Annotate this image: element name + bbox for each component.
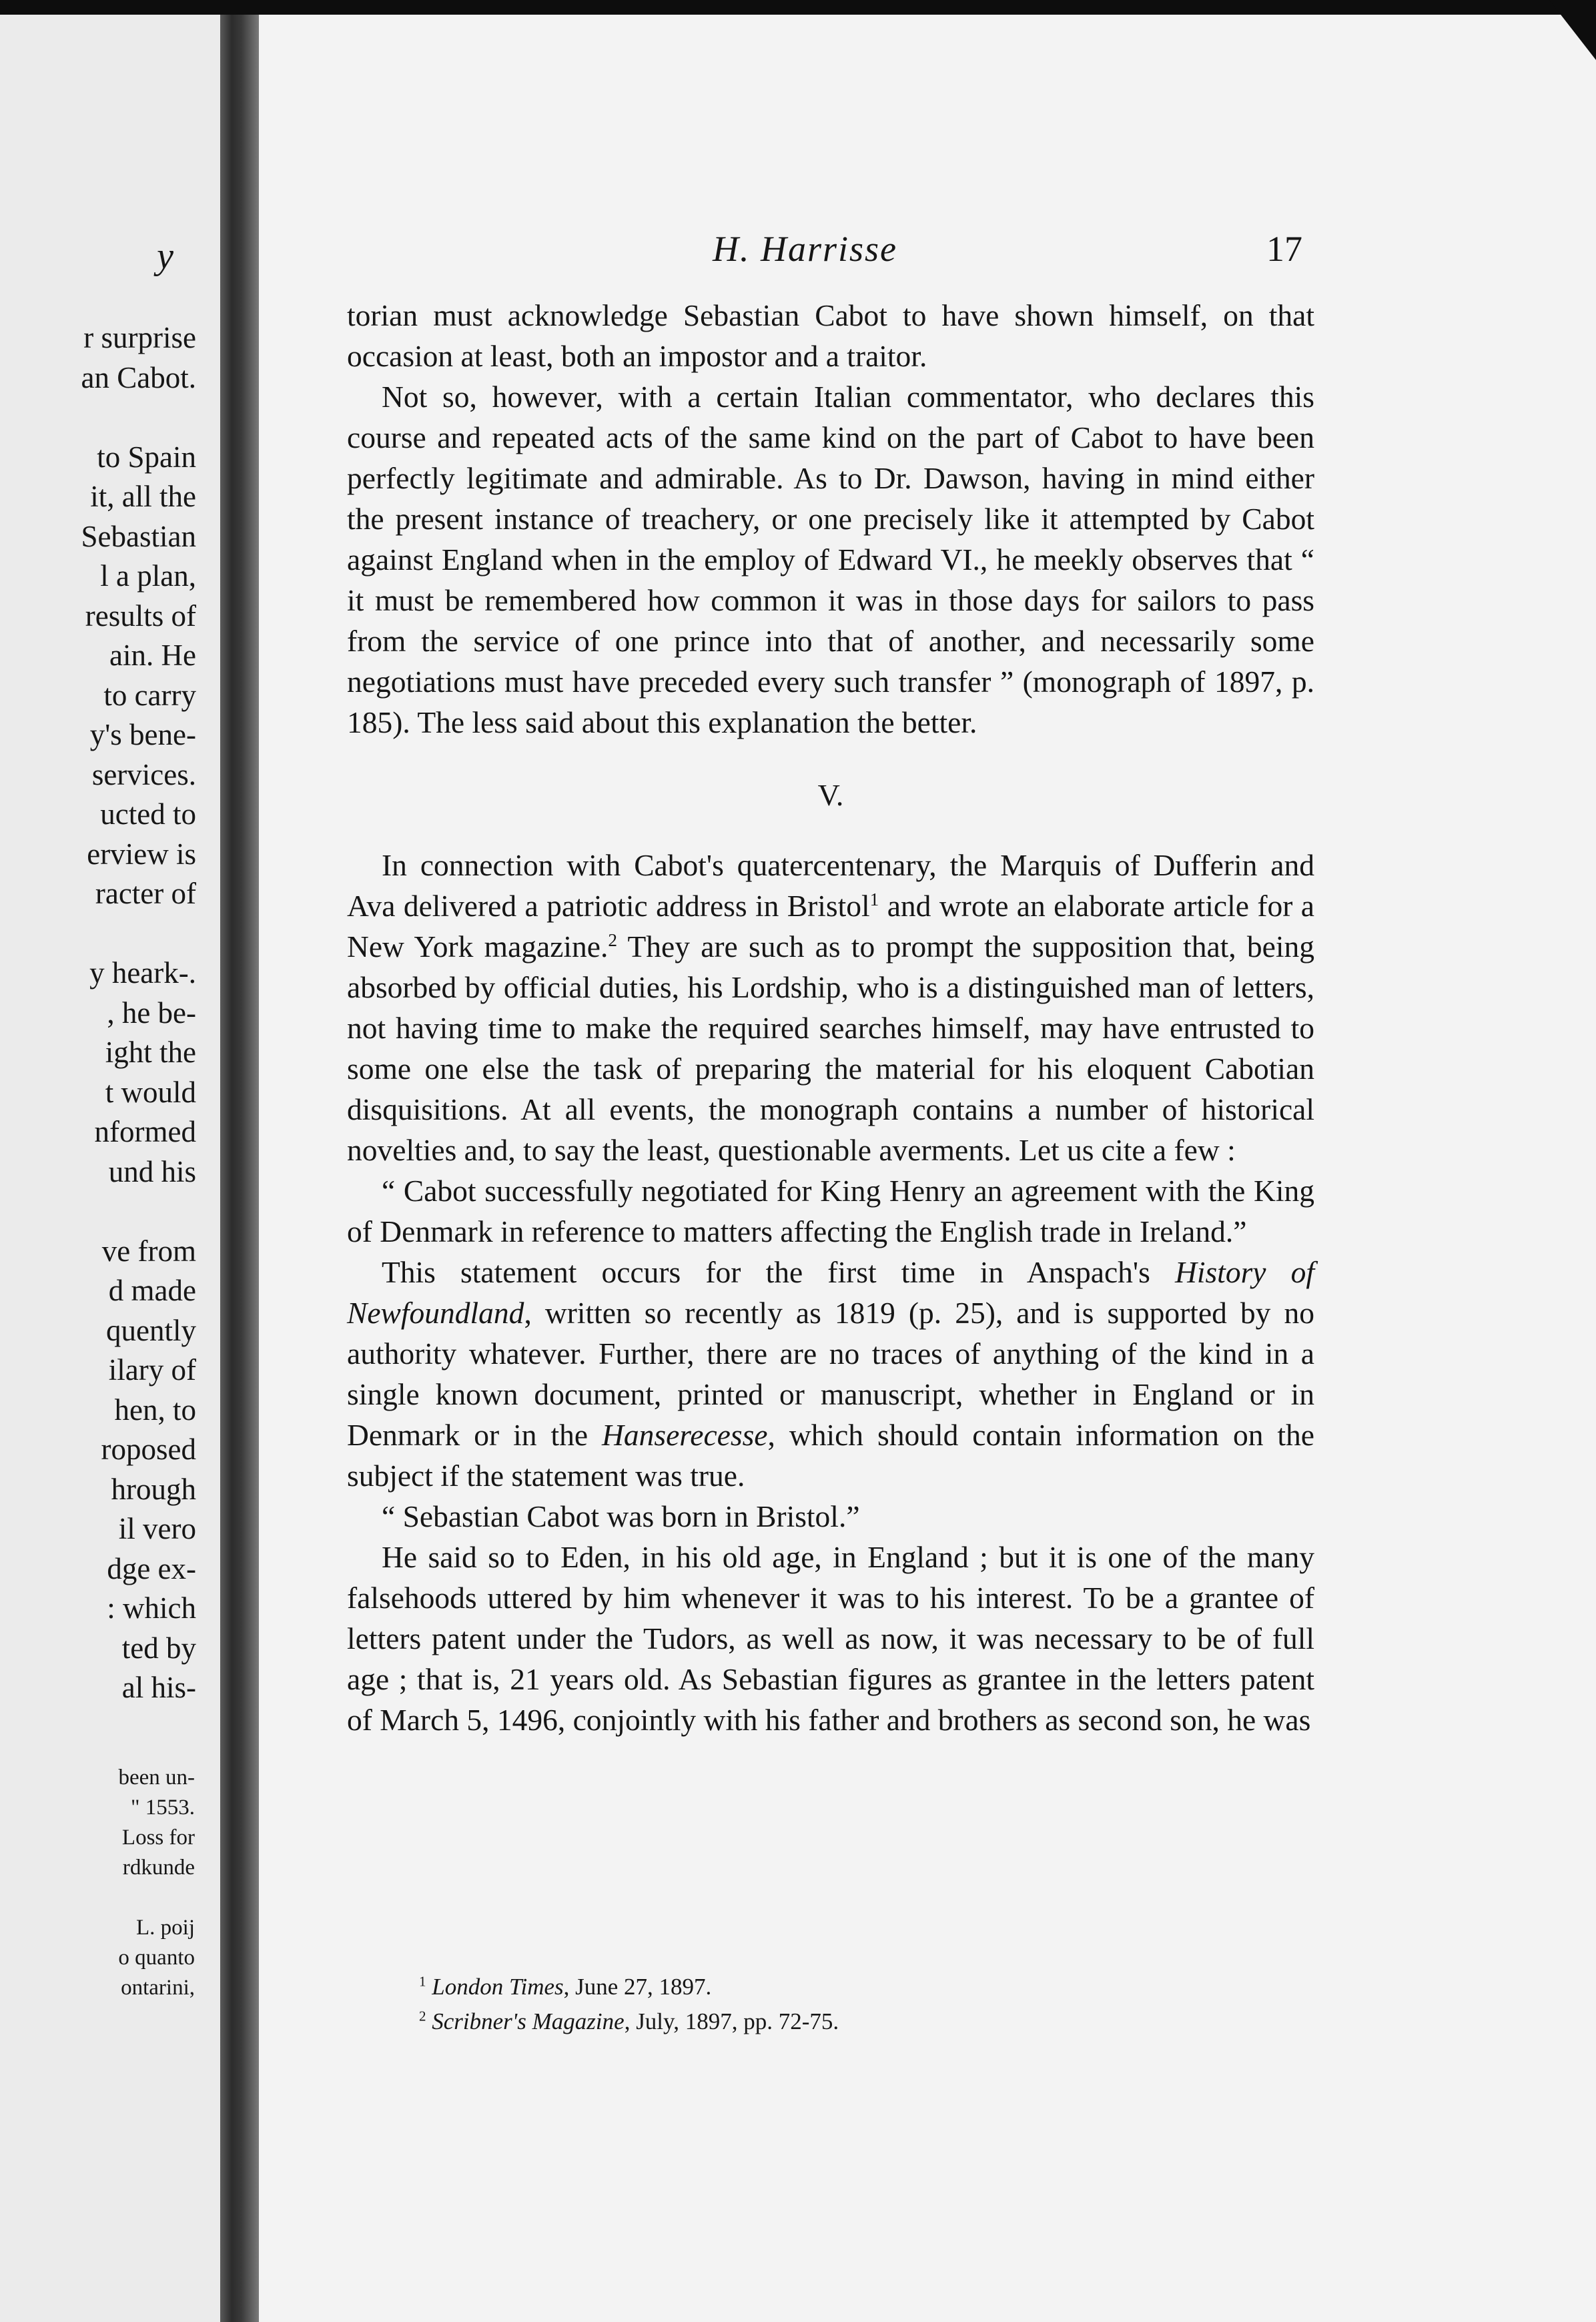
text-line: L. poij xyxy=(136,1916,195,1940)
book-title: History of Newfoundland xyxy=(347,1255,1314,1330)
text-line: quently xyxy=(106,1313,196,1347)
text-line: ontarini, xyxy=(121,1976,195,2000)
paragraph: In connection with Cabot's quatercentenary, the Marquis of Dufferin and Ava delivered a patriotic address in Bristol$^1$ and wrote an elaborate article for a New York magazine.$^2$ They are such as to prompt the supposition that, being absorbed by official duties, his Lordship, who is a distinguished man of letters, not having time to make the required searches himself, may have entrusted to some one else the task of preparing the material for his eloquent Cabotian disquisitions. At all events, the monograph contains a number of historical novelties and, to say the least, questionable averments. Let us cite a few : xyxy=(347,848,1314,1167)
paragraph: torian must acknowledge Sebastian Cabot to have shown himself, on that occasion at least, both an impostor and a traitor. xyxy=(347,298,1314,373)
text-line: results of xyxy=(85,599,196,633)
text-line: y's bene- xyxy=(89,718,196,751)
paragraph: He said so to Eden, in his old age, in England ; but it is one of the many falsehoods uttered by him whenever it was to his interest. To be a grantee of letters patent under the Tudors, as well as now, it was necessary to be of full age ; that is, 21 years old. As Sebastian figures as grantee in the letters patent of March 5, 1496, conjointly with his father and brothers as second son, he was xyxy=(347,1540,1314,1737)
footnotes xyxy=(419,1970,839,2039)
previous-page-text xyxy=(81,318,196,1708)
text-line: ight the xyxy=(105,1036,196,1069)
text-line: hen, to xyxy=(114,1393,196,1427)
text-line: hrough xyxy=(111,1472,196,1506)
text-line: ted by xyxy=(121,1631,196,1665)
text-line xyxy=(81,1192,196,1232)
text-line: d made xyxy=(108,1274,196,1307)
book-title: Hanserecesse xyxy=(602,1418,768,1452)
text-line: , he be- xyxy=(107,996,196,1030)
text-line: dge ex- xyxy=(107,1551,196,1585)
text-line: to carry xyxy=(103,678,196,712)
text-line: und his xyxy=(108,1154,196,1188)
text-line xyxy=(81,398,196,438)
text-line: ve from xyxy=(101,1234,196,1268)
text-line: " 1553. xyxy=(131,1796,195,1820)
text-line: r surprise xyxy=(83,321,196,354)
text-line: il vero xyxy=(118,1512,196,1545)
text-line: Sebastian xyxy=(81,519,196,553)
paragraph: Not so, however, with a certain Italian commentator, who declares this course and repeated acts of the same kind on the part of Cabot to have been perfectly legitimate and admirable. As to Dr. Dawson, having in mind either the present instance of treachery, or one precisely like it attempted by Cabot against England when in the employ of Edward VI., he meekly observes that “ it must be remembered how common it was in those days for sailors to pass from the service of one prince into that of another, and necessarily some negotiations must have preceded every such transfer ” (monograph of 1897, p. 185). The less said about this explanation the better. xyxy=(347,380,1314,739)
text-line: ain. He xyxy=(109,639,196,672)
section-heading: V. xyxy=(817,778,844,812)
text-line: Loss for xyxy=(121,1826,195,1850)
text-line: : which xyxy=(107,1591,196,1625)
paragraph: This statement occurs for the first time in Anspach's History of Newfoundland, written so recently as 1819 (p. 25), and is supported by no authority whatever. Further, there are no traces of anything of the kind in a single known document, printed or manuscript, whether in England or in Denmark or in the Hanserecesse, which should contain information on the subject if the statement was true. xyxy=(347,1255,1314,1493)
text-line: services. xyxy=(91,757,196,791)
text-line: racter of xyxy=(95,877,196,910)
text-line: it, all the xyxy=(90,480,196,513)
text-line: al his- xyxy=(121,1671,196,1704)
text-line: y heark-. xyxy=(89,956,196,990)
page-number: 17 xyxy=(1266,229,1302,269)
text-line: l a plan, xyxy=(100,559,196,593)
text-line: t would xyxy=(105,1075,196,1109)
text-line xyxy=(81,914,196,954)
previous-page-running-head: y xyxy=(157,236,173,277)
footnote: $^1$ London Times, June 27, 1897. xyxy=(419,1973,712,2000)
previous-page-footnotes xyxy=(118,1763,195,2003)
body-text xyxy=(347,295,1314,1740)
text-line: to Spain xyxy=(97,440,196,474)
text-line: ucted to xyxy=(100,797,196,831)
running-head: H. Harrisse xyxy=(713,229,898,269)
text-line: roposed xyxy=(101,1433,196,1466)
footnote-ref: 1 xyxy=(869,889,879,909)
footnote: $^2$ Scribner's Magazine, July, 1897, pp. 72-75. xyxy=(419,2008,839,2034)
text-line: an Cabot. xyxy=(81,360,196,394)
text-line: o quanto xyxy=(118,1946,195,1970)
text-line: been un- xyxy=(118,1766,195,1790)
footnote-ref: 2 xyxy=(608,929,618,950)
text-line xyxy=(118,1883,195,1913)
text-line: nformed xyxy=(94,1115,196,1148)
text-line: erview is xyxy=(87,837,196,871)
book-page xyxy=(259,15,1596,2322)
text-line: ilary of xyxy=(108,1353,196,1387)
block-quote: “ Sebastian Cabot was born in Bristol.” xyxy=(382,1499,860,1533)
previous-page-strip xyxy=(0,15,220,2322)
text-line: rdkunde xyxy=(122,1856,195,1880)
block-quote: “ Cabot successfully negotiated for King Henry an agreement with the King of Denmark in reference to matters affecting the English trade in Ireland.” xyxy=(347,1174,1314,1248)
book-gutter xyxy=(220,15,259,2322)
